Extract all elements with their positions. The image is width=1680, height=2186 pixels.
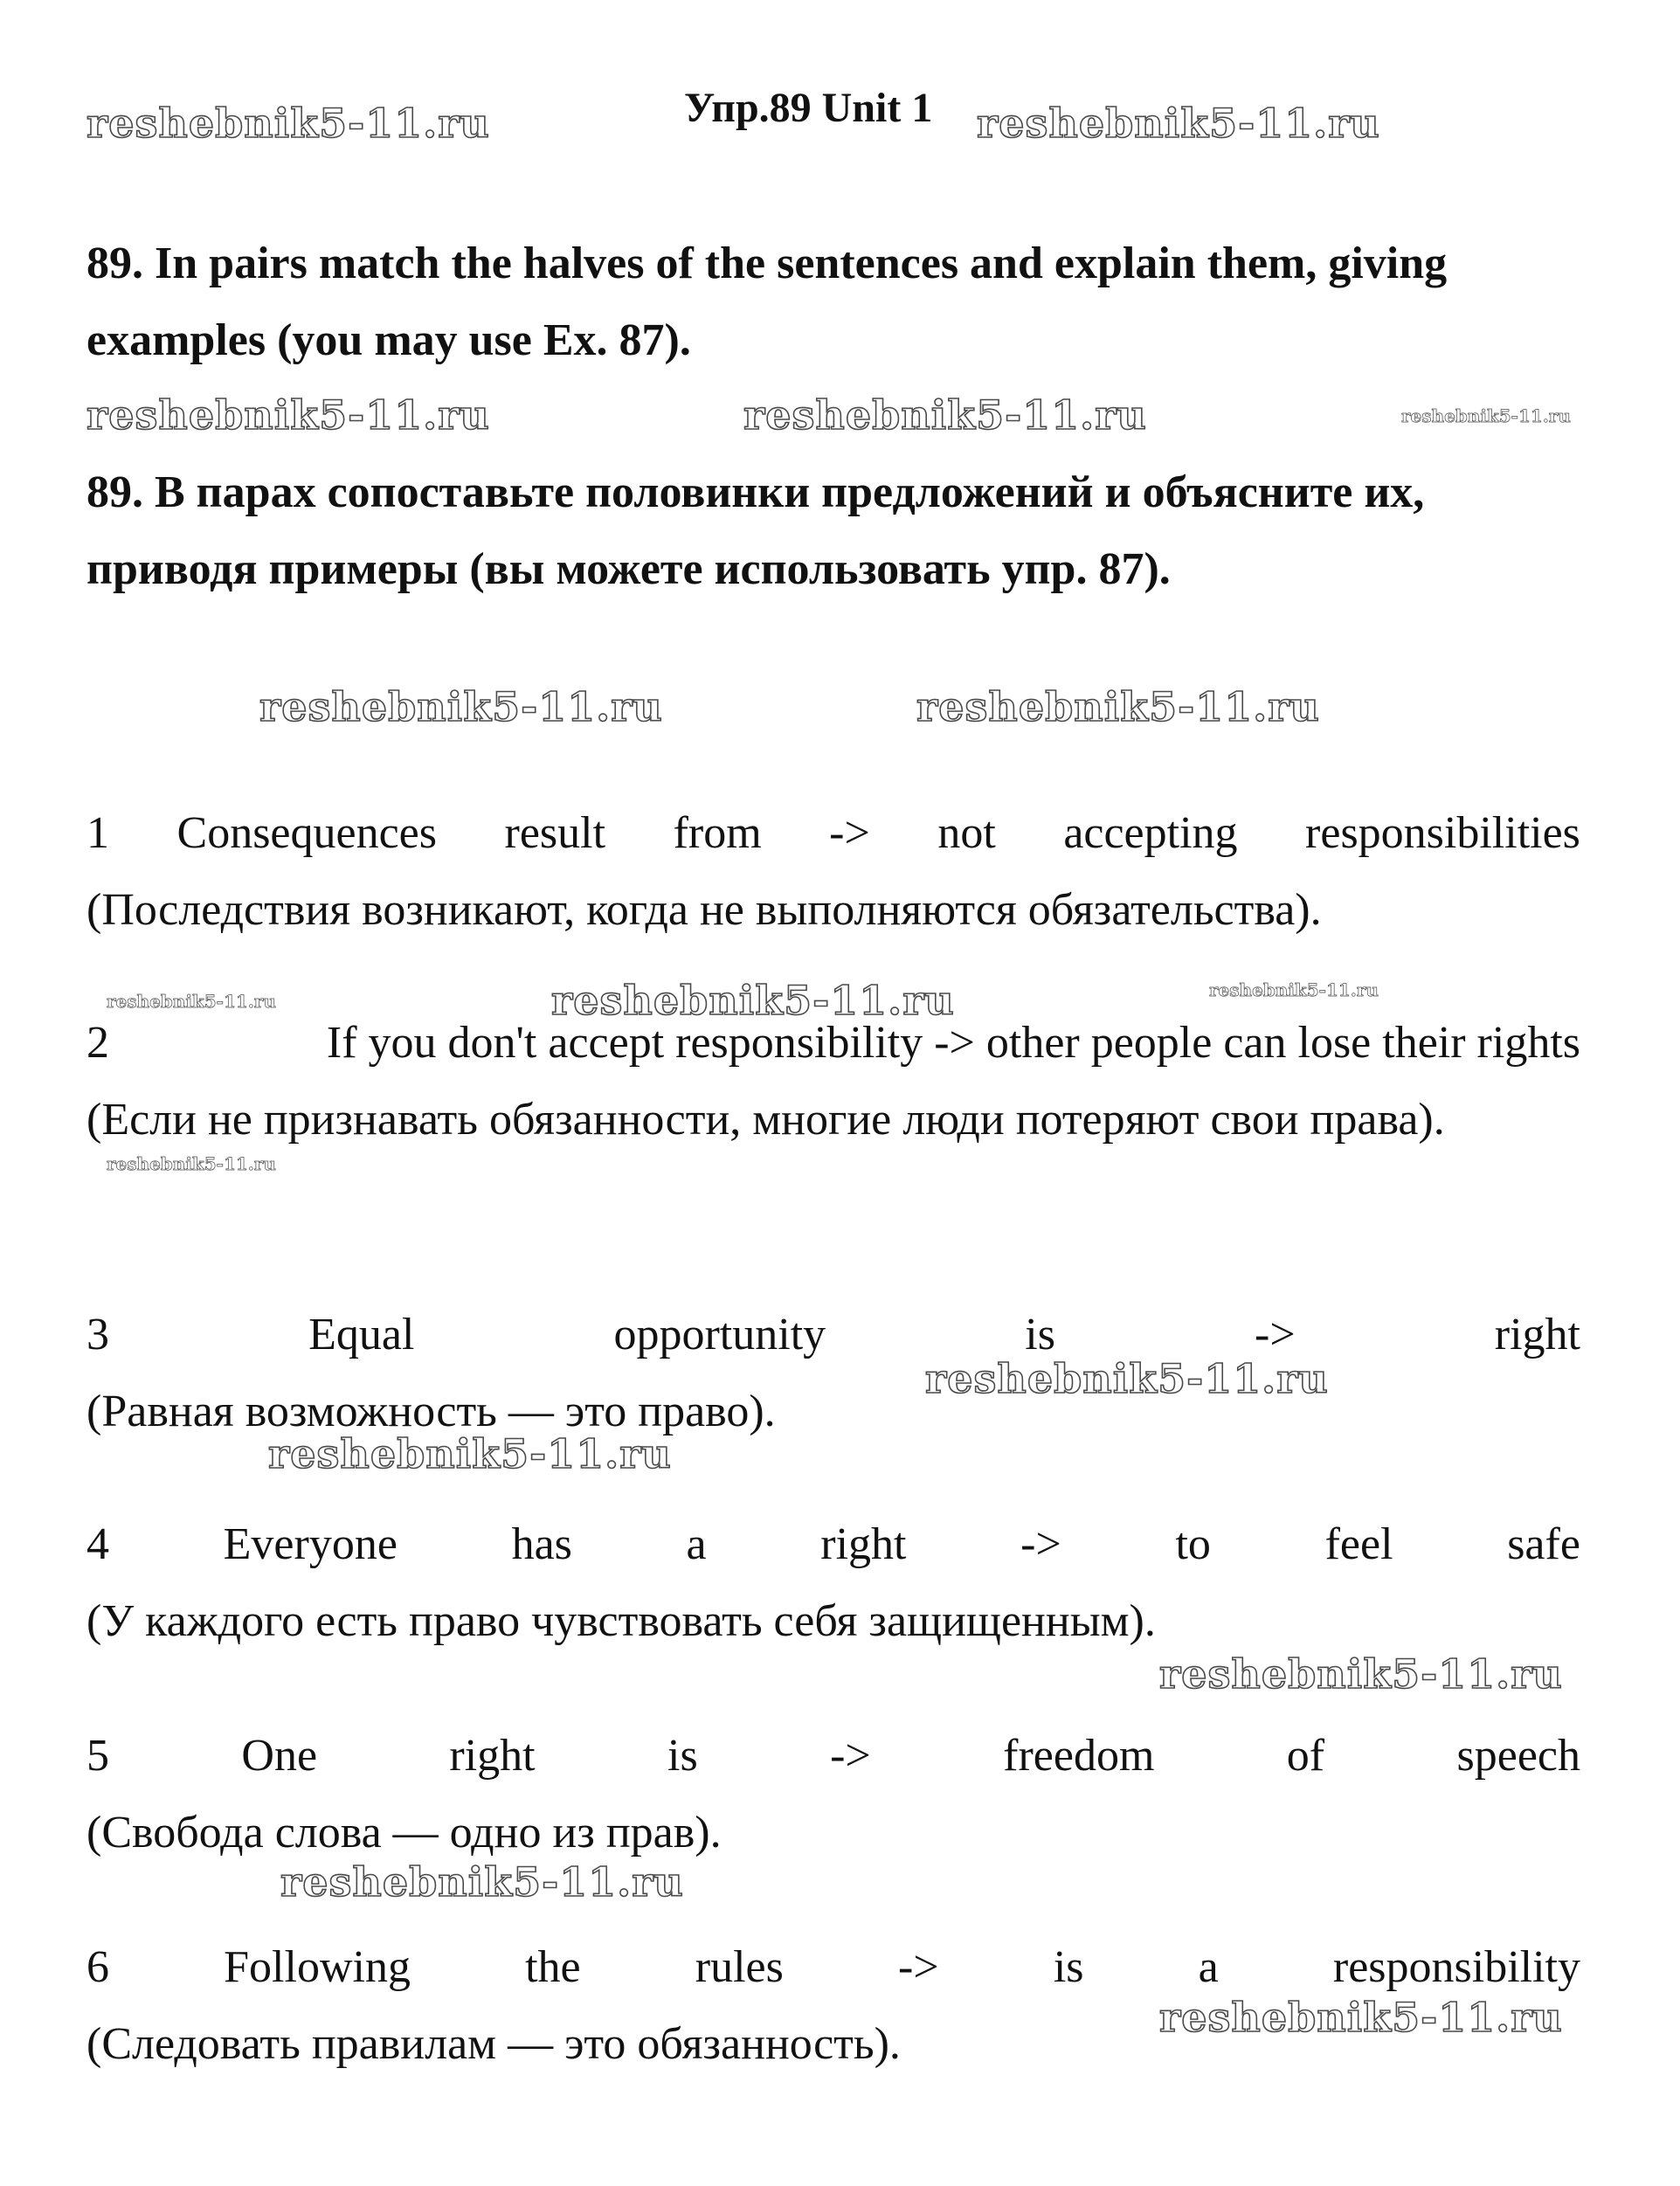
list-item: [86, 1718, 1580, 1871]
watermark-logo: reshebnik5-11.ru: [86, 100, 490, 147]
watermark-logo: reshebnik5-11.ru: [916, 683, 1320, 730]
item-number: 1: [86, 808, 109, 858]
watermark-logo: reshebnik5-11.ru: [1209, 979, 1379, 1000]
item-word: ->: [1020, 1519, 1061, 1569]
watermark-logo: reshebnik5-11.ru: [551, 977, 955, 1024]
item-word: feel: [1324, 1519, 1393, 1569]
item-english: [86, 1297, 1580, 1373]
item-word: responsibility: [1332, 1942, 1580, 1992]
item-word: ->: [1255, 1310, 1296, 1359]
item-word: has: [511, 1519, 572, 1569]
item-sentence: If you don't accept responsibility -> other people can lose their rights: [326, 1018, 1580, 1068]
item-word: rules: [695, 1942, 784, 1992]
item-word: a: [1198, 1942, 1219, 1992]
item-word: Consequences: [176, 808, 437, 858]
item-translation: (Равная возможность — это право).: [86, 1387, 776, 1436]
item-word: right: [820, 1519, 907, 1569]
item-number: 3: [86, 1310, 109, 1359]
item-english: [86, 1718, 1580, 1795]
watermark-logo: reshebnik5-11.ru: [1159, 1994, 1563, 2041]
item-translation: (Последствия возникают, когда не выполняются обязательства).: [86, 885, 1322, 935]
watermark-logo: reshebnik5-11.ru: [743, 391, 1147, 439]
watermark-logo: reshebnik5-11.ru: [1159, 1650, 1563, 1698]
watermark-logo: reshebnik5-11.ru: [259, 683, 663, 730]
item-translation: (У каждого есть право чувствовать себя защищенным).: [86, 1596, 1156, 1646]
watermark-logo: reshebnik5-11.ru: [1401, 405, 1571, 426]
item-word: a: [686, 1519, 707, 1569]
item-number: 5: [86, 1731, 109, 1781]
item-word: safe: [1507, 1519, 1580, 1569]
item-translation: (Следовать правилам — это обязанность).: [86, 2019, 901, 2069]
list-item: [86, 1005, 1580, 1159]
item-word: result: [504, 808, 606, 858]
item-word: opportunity: [613, 1310, 826, 1359]
page-title: Упр.89 Unit 1: [684, 85, 933, 131]
item-english: [86, 1506, 1580, 1583]
list-item: [86, 795, 1580, 949]
item-word: ->: [829, 808, 870, 858]
item-word: responsibilities: [1305, 808, 1580, 858]
item-word: ->: [830, 1731, 871, 1781]
watermark-logo: reshebnik5-11.ru: [977, 100, 1380, 147]
item-word: One: [241, 1731, 318, 1781]
task-english: 89. In pairs match the halves of the sentences and explain them, giving examples (you may use Ex. 87).: [86, 239, 1448, 365]
watermark-logo: reshebnik5-11.ru: [268, 1430, 672, 1477]
item-word: Following: [224, 1942, 411, 1992]
watermark-logo: reshebnik5-11.ru: [925, 1355, 1329, 1402]
item-word: the: [525, 1942, 581, 1992]
watermark-logo: reshebnik5-11.ru: [107, 1153, 276, 1174]
item-word: Equal: [308, 1310, 415, 1359]
list-item: [86, 1297, 1580, 1450]
item-word: right: [1494, 1310, 1580, 1359]
item-english: [86, 795, 1580, 872]
item-word: freedom: [1003, 1731, 1155, 1781]
item-word: right: [449, 1731, 536, 1781]
item-translation: (Если не признавать обязанности, многие люди потеряют свои права).: [86, 1095, 1445, 1145]
item-english: [86, 1005, 1580, 1082]
watermark-logo: reshebnik5-11.ru: [107, 991, 276, 1012]
item-number: 4: [86, 1519, 109, 1569]
item-word: is: [667, 1731, 698, 1781]
item-word: is: [1053, 1942, 1084, 1992]
item-word: from: [673, 808, 762, 858]
item-word: is: [1025, 1310, 1055, 1359]
item-word: to: [1175, 1519, 1211, 1569]
item-word: not: [937, 808, 996, 858]
watermark-logo: reshebnik5-11.ru: [86, 391, 490, 439]
task-russian: 89. В парах сопоставьте половинки предложений и объясните их, приводя примеры (вы можете использовать упр. 87).: [86, 467, 1425, 594]
item-number: 6: [86, 1942, 109, 1992]
item-word: Everyone: [223, 1519, 398, 1569]
watermark-logo: reshebnik5-11.ru: [280, 1858, 684, 1906]
item-translation: (Свобода слова — одно из прав).: [86, 1808, 722, 1857]
item-word: ->: [898, 1942, 939, 1992]
item-word: of: [1286, 1731, 1325, 1781]
item-word: speech: [1456, 1731, 1580, 1781]
item-number: 2: [86, 1018, 109, 1068]
item-word: accepting: [1063, 808, 1238, 858]
list-item: [86, 1506, 1580, 1660]
